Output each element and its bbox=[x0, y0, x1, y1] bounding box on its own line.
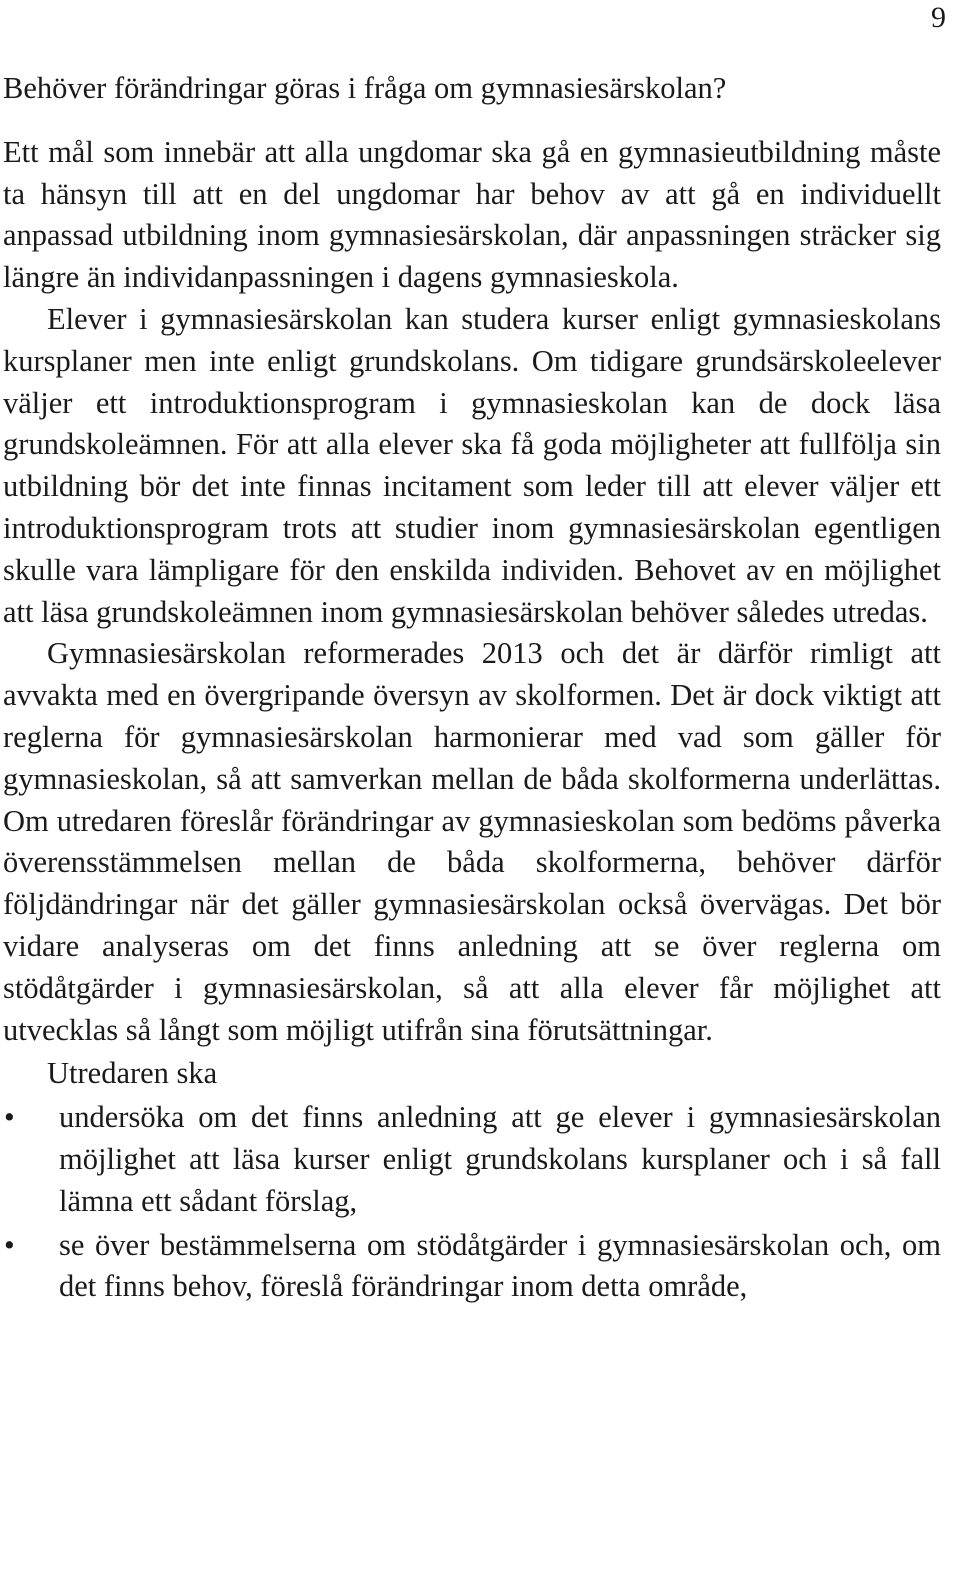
list-item bbox=[3, 1225, 941, 1309]
page-number: 9 bbox=[931, 1, 946, 34]
task-list bbox=[3, 1097, 941, 1308]
section-heading: Behöver förändringar göras i fråga om gymnasiesärskolan? bbox=[3, 71, 727, 105]
list-item-text: se över bestämmelserna om stödåtgärder i gymnasiesärskolan och, om det finns behov, föreslå förändringar inom detta område, bbox=[59, 1227, 941, 1304]
bullet-icon: • bbox=[4, 1227, 15, 1262]
document-body bbox=[3, 68, 941, 1310]
list-intro: Utredaren ska bbox=[47, 1056, 218, 1091]
list-item-text: undersöka om det finns anledning att ge elever i gymnasiesärskolan möjlighet att läsa kurser enligt grundskolans kursplaner och i så fall lämna ett sådant förslag, bbox=[59, 1100, 941, 1218]
bullet-icon: • bbox=[4, 1100, 15, 1135]
paragraph-1: Ett mål som innebär att alla ungdomar ska gå en gymnasieutbildning måste ta hänsyn till att en del ungdomar har behov av att gå en individuellt anpassad utbildning inom gymnasiesärskolan, där anpassningen sträcker sig längre än individanpassningen i dagens gymnasieskola. bbox=[3, 134, 941, 295]
list-item bbox=[3, 1097, 941, 1222]
paragraph-3: Gymnasiesärskolan reformerades 2013 och det är därför rimligt att avvakta med en övergripande översyn av skolformen. Det är dock viktigt att reglerna för gymnasiesärskolan harmonierar med vad som gäller för gymnasieskolan, så att samverkan mellan de båda skolformerna underlättas. Om utredaren föreslår förändringar av gymnasieskolan som bedöms påverka överensstämmelsen mellan de båda skolformerna, behöver därför följdändringar när det gäller gymnasiesärskolan också övervägas. Det bör vidare analyseras om det finns anledning att se över reglerna om stödåtgärder i gymnasiesärskolan, så att alla elever får möjlighet att utvecklas så långt som möjligt utifrån sina förutsättningar. bbox=[3, 636, 941, 1047]
paragraph-2: Elever i gymnasiesärskolan kan studera kurser enligt gymnasieskolans kursplaner men inte enligt grundskolans. Om tidigare grundsärskoleelever väljer ett introduktionsprogram i gymnasieskolan kan de dock läsa grundskoleämnen. För att alla elever ska få goda möjligheter att fullfölja sin utbildning bör det inte finnas incitament som leder till att elever väljer ett introduktionsprogram trots att studier inom gymnasiesärskolan egentligen skulle vara lämpligare för den enskilda individen. Behovet av en möjlighet att läsa grundskoleämnen inom gymnasiesärskolan behöver således utredas. bbox=[3, 301, 941, 629]
